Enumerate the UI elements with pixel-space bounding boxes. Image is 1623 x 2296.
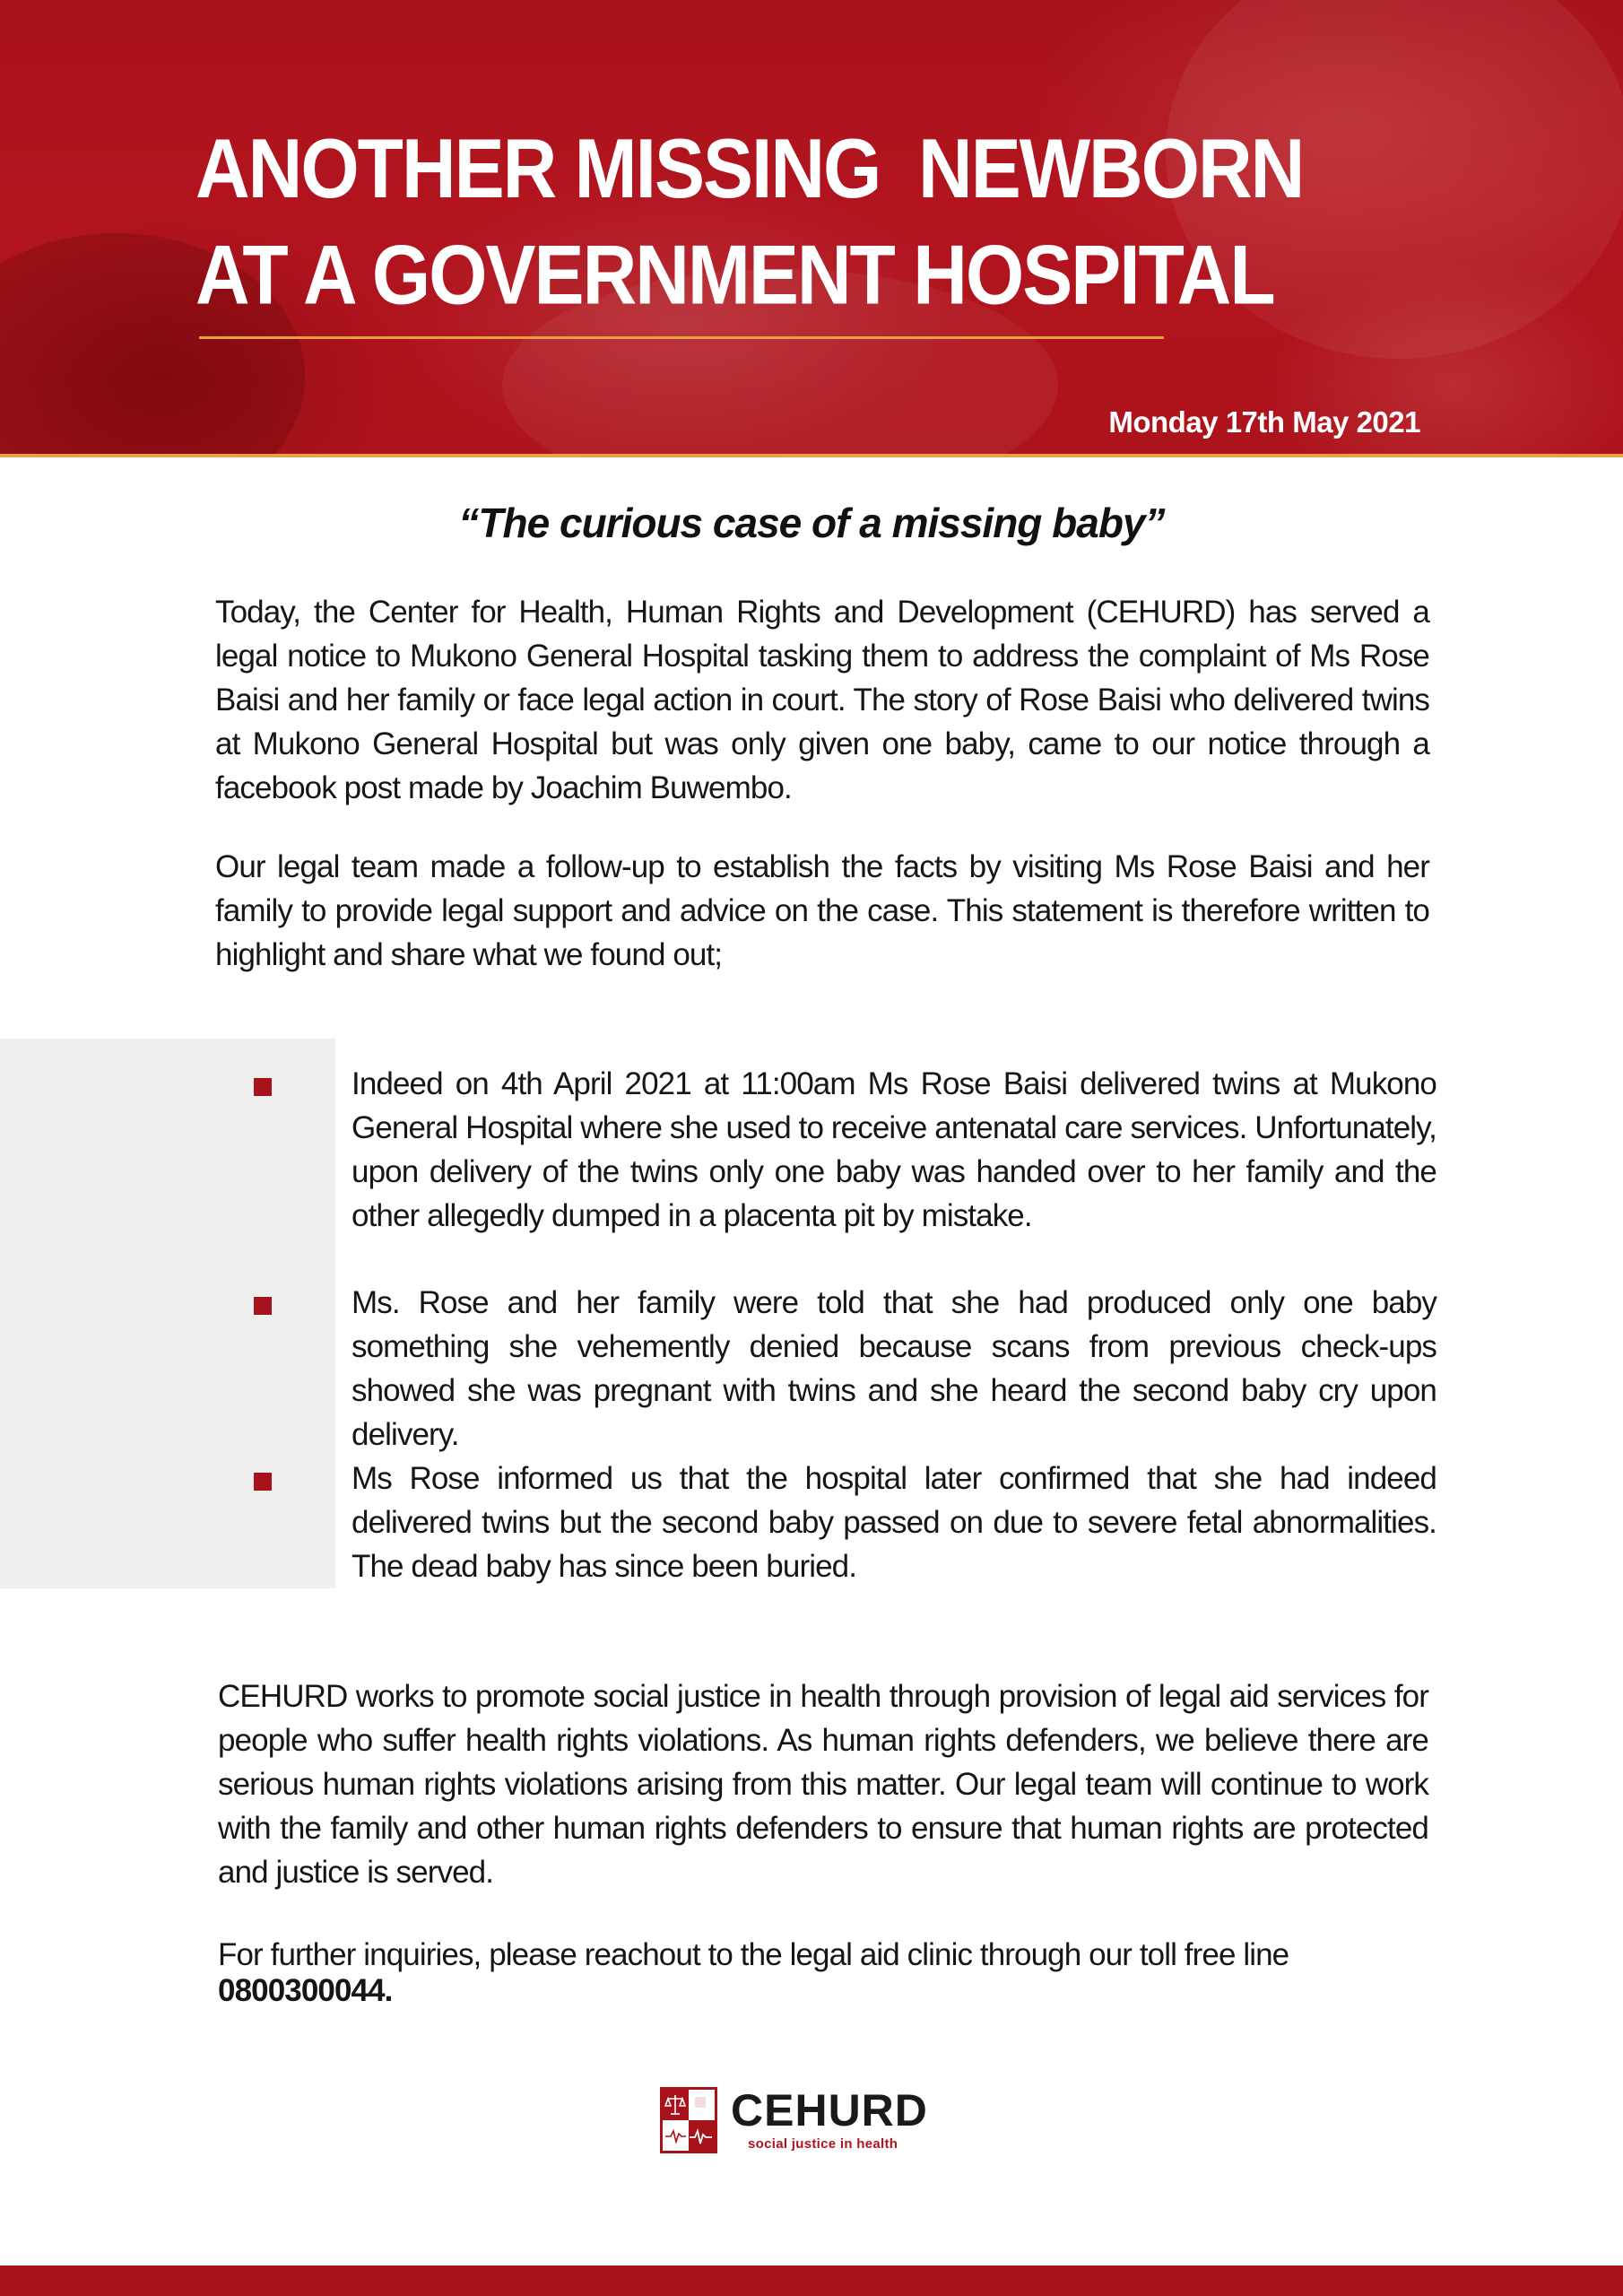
- scales-and-heartbeat-icon: [660, 2087, 717, 2153]
- footer-bar: [0, 2266, 1623, 2296]
- inquiry-text: For further inquiries, please reachout to the legal aid clinic through our toll free line: [218, 1937, 1289, 1972]
- finding-text: Indeed on 4th April 2021 at 11:00am Ms Rose Baisi delivered twins at Mukono General Hospital where she used to receive antenatal care services. Unfortunately, upon delivery of the twins only one baby was handed over to her family and the other allegedly dumped in a placenta pit by mistake.: [352, 1066, 1436, 1233]
- finding-text: Ms Rose informed us that the hospital later confirmed that she had indeed delivered twins but the second baby passed on due to severe fetal abnormalities. The dead baby has since been buried.: [352, 1461, 1436, 1584]
- banner-bottom-divider: [0, 454, 1623, 457]
- article-subtitle: “The curious case of a missing baby”: [458, 500, 1165, 546]
- cehurd-logo: [660, 2087, 929, 2155]
- list-item: [0, 1062, 1623, 1281]
- page-title: [195, 115, 1303, 327]
- inquiry-note: [218, 1937, 1428, 2009]
- logo-wordmark: CEHURD: [731, 2085, 928, 2135]
- list-item: [0, 1281, 1623, 1457]
- toll-free-number: 0800300044.: [218, 1973, 393, 2008]
- square-bullet-icon: [254, 1473, 272, 1491]
- intro-paragraph: Today, the Center for Health, Human Rights and Development (CEHURD) has served a legal notice to Mukono General Hospital tasking them to address the complaint of Ms Rose Baisi and her family or face legal action in court. The story of Rose Baisi who delivered twins at Mukono General Hospital but was only given one baby, came to our notice through a facebook post made by Joachim Buwembo.: [215, 595, 1429, 805]
- page-title-line-2: AT A GOVERNMENT HOSPITAL: [195, 227, 1274, 322]
- publication-date: Monday 17th May 2021: [1108, 405, 1420, 439]
- square-bullet-icon: [254, 1297, 272, 1315]
- logo-tagline: social justice in health: [748, 2136, 898, 2152]
- square-bullet-icon: [254, 1078, 272, 1096]
- findings-list: [0, 1062, 1623, 1584]
- finding-text: Ms. Rose and her family were told that she had produced only one baby something she vehemently denied because scans from previous check-ups showed she was pregnant with twins and she heard the second baby cry upon delivery.: [352, 1285, 1436, 1452]
- page-title-line-1: ANOTHER MISSING NEWBORN: [195, 120, 1304, 215]
- header-banner: [0, 0, 1623, 454]
- title-divider: [199, 336, 1164, 339]
- followup-paragraph: Our legal team made a follow-up to establish the facts by visiting Ms Rose Baisi and her family to provide legal support and advice on the case. This statement is therefore written to highlight and share what we found out;: [215, 849, 1429, 972]
- closing-paragraph: CEHURD works to promote social justice in health through provision of legal aid services for people who suffer health rights violations. As human rights defenders, we believe there are serious human rights violations arising from this matter. Our legal team will continue to work with the family and other human rights defenders to ensure that human rights are protected and justice is served.: [218, 1679, 1428, 1890]
